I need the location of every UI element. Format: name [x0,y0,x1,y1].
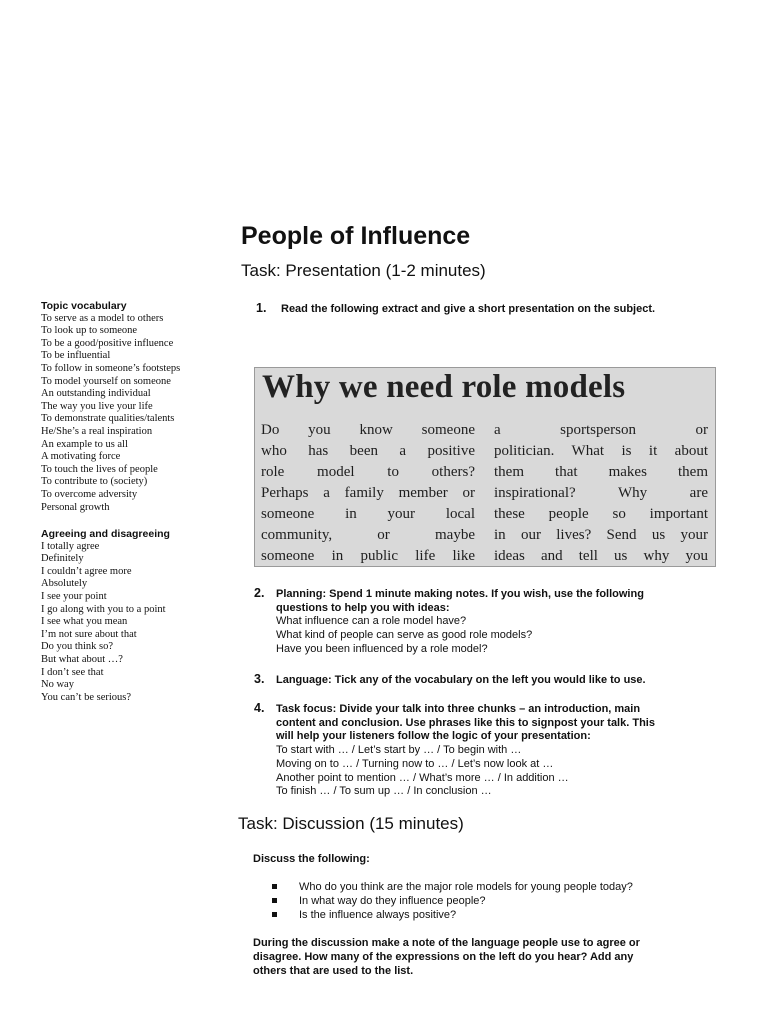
extract-line: inspirational? Why are [494,485,708,501]
topic-vocabulary-heading: Topic vocabulary [41,300,127,312]
extract-line: politician. What is it about [494,443,708,459]
signpost-line: To start with … / Let’s start by … / To begin with … [276,744,522,757]
phrase-item: Absolutely [41,578,88,590]
step-number: 4. [254,701,265,715]
extract-line: these people so important [494,506,708,522]
step-number: 2. [254,586,265,600]
signpost-line: To finish … / To sum up … / In conclusion … [276,785,492,798]
extract-right-column [494,420,708,567]
step-number: 3. [254,672,265,686]
vocab-item: To contribute to (society) [41,476,148,488]
page-title: People of Influence [241,222,471,250]
step-2-bold-line: Planning: Spend 1 minute making notes. If you wish, use the following [276,588,644,600]
discussion-instructions [253,936,723,978]
extract-line: in our lives? Send us your [494,527,708,543]
vocab-item: To be influential [41,350,111,362]
instruction-line: During the discussion make a note of the language people use to agree or [253,937,640,949]
vocab-item: An example to us all [41,438,128,450]
vocab-item: To overcome adversity [41,488,138,500]
bullet-text: Is the influence always positive? [299,909,457,921]
phrase-item: I go along with you to a point [41,603,166,615]
step-3-bold: Language: Tick any of the vocabulary on the left you would like to use. [276,674,646,686]
extract-line: Perhaps a family member or [261,485,475,501]
task-presentation-heading: Task: Presentation (1-2 minutes) [241,261,486,280]
vocabulary-sidebar [41,300,231,704]
vocab-item: To serve as a model to others [41,312,164,324]
vocab-item: He/She’s a real inspiration [41,425,153,437]
vocab-item: To model yourself on someone [41,375,171,387]
extract-line: Do you know someone [261,422,475,438]
phrase-item: No way [41,679,74,691]
extract-line: ideas and tell us why you [494,548,708,564]
step-4-text [276,703,655,799]
phrase-item: I couldn’t agree more [41,565,132,577]
extract-left-column [261,420,475,567]
task-discussion-heading: Task: Discussion (15 minutes) [238,814,464,833]
step-number: 1. [256,301,267,315]
vocab-item: To be a good/positive influence [41,337,174,349]
list-item [272,908,633,922]
vocab-item: Personal growth [41,501,110,513]
agree-disagree-section [41,528,231,704]
step-4-bold-line: content and conclusion. Use phrases like this to signpost your talk. This [276,716,655,729]
extract-line: someone in public life like [261,548,475,564]
discussion-subheading: Discuss the following: [253,853,370,865]
phrase-item: But what about …? [41,654,123,666]
topic-vocabulary-list [41,313,231,515]
phrase-item: Definitely [41,553,84,565]
step-2-bold-line: questions to help you with ideas: [276,601,450,614]
vocab-item: To follow in someone’s footsteps [41,362,181,374]
step-2-question: Have you been influenced by a role model? [276,642,488,655]
step-3-text [276,674,646,688]
extract-line: who has been a positive [261,443,475,459]
vocab-item: To look up to someone [41,325,138,337]
step-1-text [281,303,655,317]
vocab-item: To demonstrate qualities/talents [41,413,175,425]
phrase-item: You can’t be serious? [41,691,132,703]
signpost-line: Another point to mention … / What’s more … / In addition … [276,771,569,784]
vocab-item: To touch the lives of people [41,463,158,475]
extract-line: them that makes them [494,464,708,480]
signpost-line: Moving on to … / Turning now to … / Let’s now look at … [276,757,554,770]
agree-disagree-heading: Agreeing and disagreeing [41,528,170,541]
extract-line: someone in your local [261,506,475,522]
vocab-item: The way you live your life [41,400,153,412]
phrase-item: I’m not sure about that [41,628,137,640]
vocab-item: An outstanding individual [41,388,151,400]
step-2-question: What kind of people can serve as good role models? [276,629,533,642]
square-bullet-icon [272,898,277,903]
vocab-item: A motivating force [41,451,121,463]
bullet-text: In what way do they influence people? [299,895,486,907]
step-2-question: What influence can a role model have? [276,615,467,628]
square-bullet-icon [272,912,277,917]
extract-line: community, or maybe [261,527,475,543]
list-item [272,894,633,908]
instruction-line: others that are used to the list. [253,965,414,977]
step-1-bold: Read the following extract and give a short presentation on the subject. [281,303,656,315]
extract-line: role model to others? [261,464,475,480]
step-4-bold-line: will help your listeners follow the logic of your presentation: [276,730,591,743]
bullet-text: Who do you think are the major role models for young people today? [299,881,633,893]
phrase-item: I don’t see that [41,666,104,678]
phrase-item: I see what you mean [41,616,128,628]
discussion-bullet-list [272,880,633,922]
phrase-item: I see your point [41,591,107,603]
list-item [272,880,633,894]
phrase-item: Do you think so? [41,641,114,653]
instruction-line: disagree. How many of the expressions on the left do you hear? Add any [253,951,634,963]
step-4-bold-line: Task focus: Divide your talk into three chunks – an introduction, main [276,703,641,715]
extract-line: a sportsperson or [494,422,708,438]
newspaper-extract [254,367,716,567]
step-2-text [276,588,644,657]
extract-headline: Why we need role models [262,369,626,405]
square-bullet-icon [272,884,277,889]
phrase-item: I totally agree [41,540,100,552]
